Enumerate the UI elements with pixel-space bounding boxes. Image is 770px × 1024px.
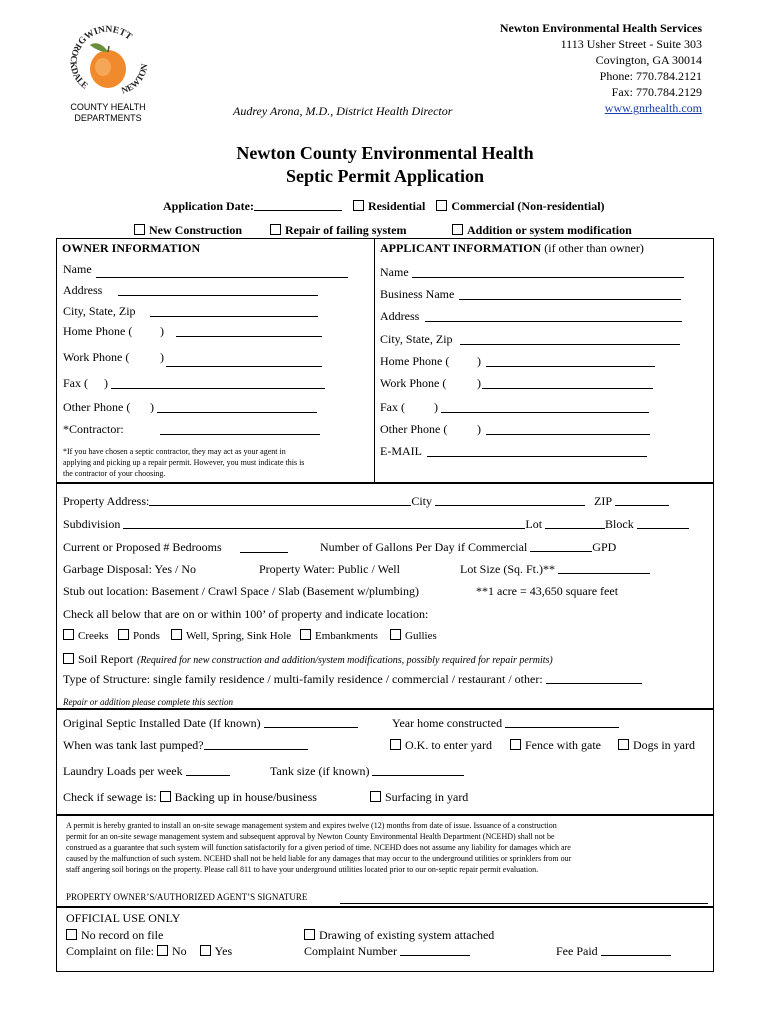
- owner-address-label: Address: [63, 283, 103, 297]
- checkbox-icon: [171, 629, 182, 640]
- complaint-number-label: Complaint Number: [304, 944, 397, 958]
- lot-label: Lot: [525, 517, 543, 531]
- agency-phone: Phone: 770.784.2121: [599, 69, 702, 83]
- checkbox-icon: [66, 929, 77, 940]
- subdivision-row: [63, 517, 689, 532]
- complaint-no-checkbox[interactable]: [157, 944, 187, 958]
- agency-city: Covington, GA 30014: [595, 53, 702, 67]
- soil-report-label: Soil Report: [78, 652, 134, 666]
- residential-checkbox[interactable]: [353, 199, 425, 213]
- owner-name-field[interactable]: [96, 276, 348, 278]
- checkbox-icon: [390, 629, 401, 640]
- addition-label: Addition or system modification: [467, 223, 632, 237]
- tank-size-field[interactable]: [372, 774, 464, 776]
- owner-other-phone-label: Other Phone (: [63, 400, 131, 414]
- applicant-header: APPLICANT INFORMATION: [380, 241, 542, 255]
- official-use-header: OFFICIAL USE ONLY: [66, 911, 181, 925]
- property-address-row: [63, 494, 669, 509]
- laundry-label: Laundry Loads per week: [63, 764, 183, 778]
- lot-size-label: Lot Size (Sq. Ft.)**: [460, 562, 555, 576]
- dogs-label: Dogs in yard: [633, 738, 695, 752]
- applicant-address-field[interactable]: [425, 320, 682, 322]
- applicant-city-label: City, State, Zip: [380, 332, 453, 346]
- last-pumped-field[interactable]: [204, 748, 308, 750]
- year-constructed-label: Year home constructed: [392, 716, 503, 730]
- agency-fax: Fax: 770.784.2129: [611, 85, 702, 99]
- applicant-other-phone-label: Other Phone (: [380, 422, 448, 436]
- owner-contractor-field[interactable]: [160, 433, 320, 435]
- owner-address-field[interactable]: [118, 294, 318, 296]
- checkbox-icon: [300, 629, 311, 640]
- owner-name-label: Name: [63, 262, 92, 276]
- property-address-label: Property Address:: [63, 494, 150, 508]
- page-title: Newton County Environmental Health: [236, 143, 534, 163]
- block-label: Block: [605, 517, 634, 531]
- tank-size-label: Tank size (if known): [270, 764, 370, 778]
- complaint-yes-checkbox[interactable]: [200, 944, 232, 958]
- disclaimer-line2: permit for an on-site sewage management system and subsequent approval by Newton County Environmental Health Department (NCEHD) shall not be: [66, 832, 555, 841]
- checkbox-icon: [510, 739, 521, 750]
- applicant-email-label: E-MAIL: [380, 444, 422, 458]
- complaint-number-field[interactable]: [400, 954, 470, 956]
- svg-text:ROCKDALE: [69, 42, 90, 91]
- complaint-no-label: No: [172, 944, 187, 958]
- repair-label: Repair of failing system: [285, 223, 407, 237]
- complaint-on-file-label: Complaint on file:: [66, 944, 154, 958]
- installed-date-label: Original Septic Installed Date (If known): [63, 716, 261, 730]
- signature-label: PROPERTY OWNER’S/AUTHORIZED AGENT’S SIGNATURE: [66, 892, 308, 902]
- backing-up-checkbox[interactable]: [160, 790, 317, 804]
- checkbox-icon: [160, 791, 171, 802]
- applicant-name-label: Name: [380, 265, 409, 279]
- checkbox-icon: [452, 224, 463, 235]
- property-city-label: City: [411, 494, 432, 508]
- structure-other-field[interactable]: [546, 682, 642, 684]
- repair-checkbox[interactable]: [270, 223, 406, 238]
- no-record-checkbox[interactable]: [66, 928, 163, 943]
- gullies-label: Gullies: [405, 630, 437, 642]
- applicant-home-phone-label: Home Phone (: [380, 354, 450, 368]
- last-pumped-label: When was tank last pumped?: [63, 738, 204, 752]
- fee-paid-label: Fee Paid: [556, 944, 598, 958]
- logo-caption-line2: DEPARTMENTS: [74, 113, 142, 123]
- ponds-checkbox[interactable]: [118, 629, 160, 642]
- owner-city-field[interactable]: [150, 315, 318, 317]
- owner-home-phone-label: Home Phone (: [63, 324, 133, 338]
- county-logo: [58, 12, 158, 127]
- district-director: Audrey Arona, M.D., District Health Director: [233, 104, 453, 118]
- installed-date-field[interactable]: [264, 726, 358, 728]
- applicant-work-phone-label: Work Phone (: [380, 376, 447, 390]
- disclaimer-line1: A permit is hereby granted to install an on-site sewage management system and expires twelve (12) months from date of issue. Issuance of a construction: [66, 821, 557, 830]
- checkbox-icon: [63, 653, 74, 664]
- applicant-other-phone-field[interactable]: [486, 433, 650, 435]
- repair-section-header: Repair or addition please complete this section: [63, 697, 237, 707]
- commercial-checkbox[interactable]: [436, 199, 604, 213]
- applicant-fax-field[interactable]: [441, 411, 649, 413]
- property-zip-field[interactable]: [615, 504, 669, 506]
- applicant-business-label: Business Name: [380, 287, 455, 301]
- within-100ft-label: Check all below that are on or within 100’ of property and indicate location:: [63, 607, 429, 621]
- application-date-field[interactable]: [254, 209, 342, 211]
- applicant-work-phone-field[interactable]: [482, 387, 653, 389]
- disclaimer-line4: caused by the malfunction of such system. NCEHD shall not be held liable for any damages that may occur to the underground utilities or sprinklers from our: [66, 854, 572, 863]
- laundry-field[interactable]: [186, 774, 230, 776]
- owner-city-label: City, State, Zip: [63, 304, 136, 318]
- contractor-note-line1: *If you have chosen a septic contractor, they may act as your agent in: [63, 447, 286, 456]
- subdivision-label: Subdivision: [63, 517, 121, 531]
- commercial-label: Commercial (Non-residential): [451, 199, 605, 213]
- contractor-note-line3: the contractor of your choosing.: [63, 469, 166, 478]
- checkbox-icon: [436, 200, 447, 211]
- structure-type-label: Type of Structure: single family residence / multi-family residence / commercial / restaurant / other:: [63, 672, 543, 686]
- drawing-attached-checkbox[interactable]: [304, 928, 494, 943]
- surfacing-checkbox[interactable]: [370, 790, 468, 805]
- applicant-business-field[interactable]: [459, 298, 681, 300]
- checkbox-icon: [270, 224, 281, 235]
- owner-work-phone-label: Work Phone (: [63, 350, 130, 364]
- checkbox-icon: [370, 791, 381, 802]
- owner-fax-field[interactable]: [111, 387, 325, 389]
- signature-field[interactable]: [340, 902, 708, 904]
- owner-home-phone-field[interactable]: [176, 335, 322, 337]
- checkbox-icon: [618, 739, 629, 750]
- backing-up-label: Backing up in house/business: [174, 790, 317, 804]
- applicant-header-note: (if other than owner): [544, 241, 644, 255]
- ponds-label: Ponds: [133, 630, 160, 642]
- ok-to-enter-checkbox[interactable]: [390, 738, 492, 753]
- applicant-city-field[interactable]: [460, 343, 680, 345]
- checkbox-icon: [200, 945, 211, 956]
- soil-report-note: (Required for new construction and addition/system modifications, possibly required for repair permits): [137, 655, 553, 666]
- bedrooms-field[interactable]: [240, 551, 288, 553]
- owner-other-phone-field[interactable]: [157, 411, 317, 413]
- property-zip-label: ZIP: [594, 494, 612, 508]
- logo-ring-top: GWINNETT: [76, 24, 134, 48]
- lot-size-field[interactable]: [558, 572, 650, 574]
- year-constructed-field[interactable]: [505, 726, 619, 728]
- embankments-checkbox[interactable]: [300, 629, 378, 642]
- checkbox-icon: [63, 629, 74, 640]
- wells-checkbox[interactable]: [171, 629, 291, 642]
- property-address-field[interactable]: [149, 504, 411, 506]
- garbage-disposal-label[interactable]: Garbage Disposal: Yes / No: [63, 562, 196, 576]
- surfacing-label: Surfacing in yard: [385, 790, 469, 804]
- block-field[interactable]: [637, 527, 689, 529]
- dogs-checkbox[interactable]: [618, 738, 695, 753]
- agency-address-block: [500, 20, 702, 116]
- creeks-checkbox[interactable]: [63, 629, 109, 642]
- page-subtitle: Septic Permit Application: [286, 166, 484, 186]
- owner-fax-label: Fax (: [63, 376, 88, 390]
- lot-field[interactable]: [545, 527, 605, 529]
- agency-website-link[interactable]: www.gnrhealth.com: [604, 101, 702, 115]
- disclaimer-line5: staff angering soil borings on the property. Please call 811 to have your underground utilities located prior to our on-septic repair permit evaluation.: [66, 865, 539, 874]
- property-water-label[interactable]: Property Water: Public / Well: [259, 562, 400, 576]
- logo-caption-line1: COUNTY HEALTH: [70, 102, 146, 112]
- addition-checkbox[interactable]: [452, 223, 632, 238]
- soil-report-checkbox[interactable]: [63, 652, 133, 666]
- no-record-label: No record on file: [81, 928, 164, 942]
- owner-work-phone-field[interactable]: [166, 365, 322, 367]
- disclaimer-line3: construed as a guarantee that such system will function satisfactorily for a given period of time. NCEHD does not assume any liability for damages which are: [66, 843, 571, 852]
- embankments-label: Embankments: [315, 630, 378, 642]
- owner-contractor-label: *Contractor:: [63, 422, 124, 436]
- ok-to-enter-label: O.K. to enter yard: [405, 738, 492, 752]
- owner-header: OWNER INFORMATION: [62, 241, 201, 255]
- fence-checkbox[interactable]: [510, 738, 601, 753]
- fee-paid-field[interactable]: [601, 954, 671, 956]
- checkbox-icon: [353, 200, 364, 211]
- agency-name: Newton Environmental Health Services: [499, 21, 702, 35]
- gullies-checkbox[interactable]: [390, 629, 437, 642]
- complaint-yes-label: Yes: [214, 944, 233, 958]
- property-city-field[interactable]: [435, 504, 585, 506]
- drawing-attached-label: Drawing of existing system attached: [319, 928, 495, 942]
- fence-label: Fence with gate: [525, 738, 601, 752]
- checkbox-icon: [157, 945, 168, 956]
- applicant-home-phone-field[interactable]: [486, 365, 655, 367]
- acre-note: **1 acre = 43,650 square feet: [476, 584, 619, 598]
- gpd-label: GPD: [592, 540, 617, 554]
- applicant-address-label: Address: [380, 309, 420, 323]
- contractor-note-line2: applying and picking up a repair permit. However, you must indicate this is: [63, 458, 305, 467]
- applicant-email-field[interactable]: [427, 455, 647, 457]
- checkbox-icon: [304, 929, 315, 940]
- bedrooms-label: Current or Proposed # Bedrooms: [63, 540, 222, 554]
- applicant-name-field[interactable]: [412, 276, 684, 278]
- new-construction-checkbox[interactable]: [134, 223, 242, 238]
- application-date-label: Application Date:: [163, 199, 254, 213]
- applicant-fax-label: Fax (: [380, 400, 405, 414]
- agency-street: 1113 Usher Street - Suite 303: [560, 37, 702, 51]
- gallons-label: Number of Gallons Per Day if Commercial: [320, 540, 528, 554]
- stub-out-label[interactable]: Stub out location: Basement / Crawl Space / Slab (Basement w/plumbing): [63, 584, 419, 598]
- checkbox-icon: [118, 629, 129, 640]
- checkbox-icon: [390, 739, 401, 750]
- residential-label: Residential: [368, 199, 426, 213]
- checkbox-icon: [134, 224, 145, 235]
- sewage-label: Check if sewage is:: [63, 790, 157, 804]
- logo-ring-right: NEWTON: [120, 62, 150, 96]
- wells-label: Well, Spring, Sink Hole: [186, 630, 292, 642]
- peach-logo-icon: [58, 12, 158, 104]
- svg-text:GWINNETT: [77, 25, 134, 47]
- creeks-label: Creeks: [78, 630, 109, 642]
- subdivision-field[interactable]: [123, 527, 525, 529]
- new-construction-label: New Construction: [149, 223, 242, 237]
- gallons-field[interactable]: [530, 550, 592, 552]
- logo-ring-left: ROCKDALE: [68, 41, 90, 91]
